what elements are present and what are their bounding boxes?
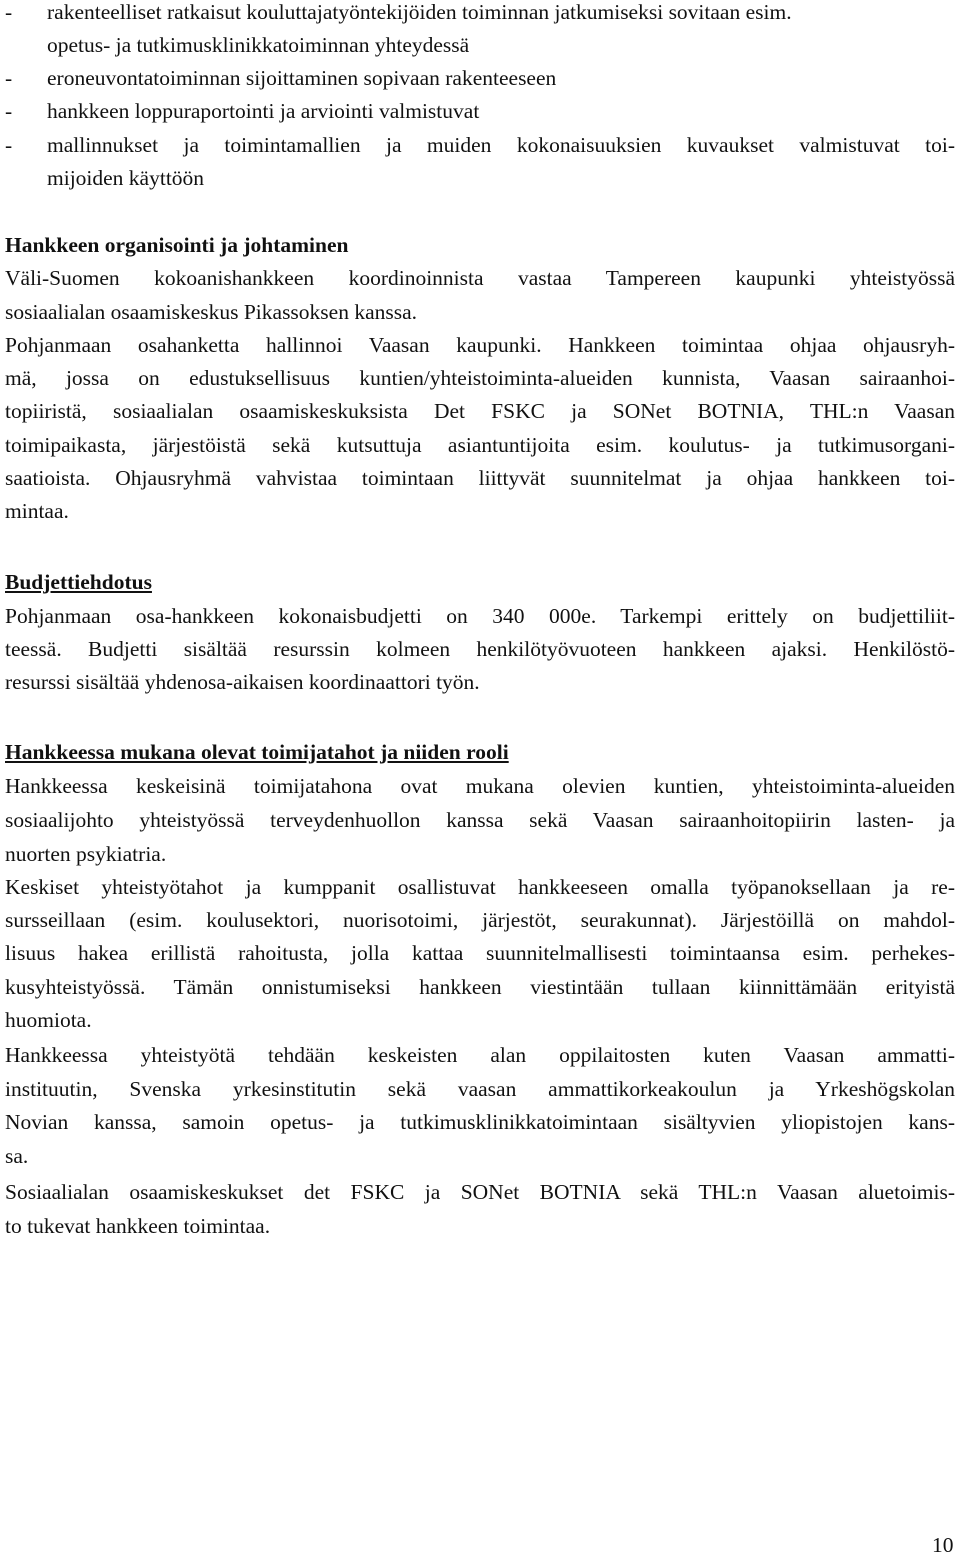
- paragraph-line: nuorten psykiatria.: [5, 842, 167, 866]
- section-heading: Hankkeessa mukana olevat toimijatahot ja niiden rooli: [5, 740, 509, 764]
- paragraph-line: lisuus hakea erillistä rahoitusta, jolla kattaa suunnitelmallisesti toimintaansa esim. perhekes-: [5, 941, 955, 965]
- bullet-dash: -: [5, 133, 13, 157]
- page-number: 10: [932, 1533, 954, 1557]
- paragraph-line: instituutin, Svenska yrkesinstitutin sekä vaasan ammattikorkeakoulun ja Yrkeshögskolan: [5, 1077, 955, 1101]
- paragraph-line: mä, jossa on edustuksellisuus kuntien/yhteistoiminta-alueiden kunnista, Vaasan sairaanhoi-: [5, 366, 955, 390]
- bullet-dash: -: [5, 66, 13, 90]
- paragraph-line: sosiaalijohto yhteistyössä terveydenhuollon kanssa sekä Vaasan sairaanhoitopiirin lasten- ja: [5, 808, 955, 832]
- paragraph-line: Pohjanmaan osa-hankkeen kokonaisbudjetti on 340 000e. Tarkempi erittely on budjettiliit-: [5, 604, 955, 628]
- paragraph-line: toimipaikasta, järjestöistä sekä kutsuttuja asiantuntijoita esim. koulutus- ja tutkimusorgani-: [5, 433, 955, 457]
- bullet-dash: -: [5, 99, 13, 123]
- paragraph-line: sa.: [5, 1144, 29, 1168]
- bullet-dash: -: [5, 0, 13, 24]
- bullet-line: hankkeen loppuraportointi ja arviointi valmistuvat: [47, 99, 480, 123]
- paragraph-line: sursseillaan (esim. koulusektori, nuorisotoimi, järjestöt, seurakunnat). Järjestöillä on mahdol-: [5, 908, 955, 932]
- paragraph-line: teessä. Budjetti sisältää resurssin kolmeen henkilötyövuoteen hankkeen ajaksi. Henkilöstö-: [5, 637, 955, 661]
- bullet-line: mallinnukset ja toimintamallien ja muiden kokonaisuuksien kuvaukset valmistuvat toi-: [47, 133, 955, 157]
- bullet-line: eroneuvontatoiminnan sijoittaminen sopivaan rakenteeseen: [47, 66, 557, 90]
- paragraph-line: Väli-Suomen kokoanishankkeen koordinoinnista vastaa Tampereen kaupunki yhteistyössä: [5, 266, 955, 290]
- paragraph-line: kusyhteistyössä. Tämän onnistumiseksi hankkeen viestintään tullaan kiinnittämään erityistä: [5, 975, 955, 999]
- paragraph-line: Pohjanmaan osahanketta hallinnoi Vaasan kaupunki. Hankkeen toimintaa ohjaa ohjausryh-: [5, 333, 955, 357]
- paragraph-line: Keskiset yhteistyötahot ja kumppanit osallistuvat hankkeeseen omalla työpanoksellaan ja re-: [5, 875, 955, 899]
- paragraph-line: Hankkeessa keskeisinä toimijatahona ovat mukana olevien kuntien, yhteistoiminta-alueiden: [5, 774, 955, 798]
- paragraph-line: resurssi sisältää yhdenosa-aikaisen koordinaattori työn.: [5, 670, 480, 694]
- bullet-line: mijoiden käyttöön: [47, 166, 205, 190]
- paragraph-line: Novian kanssa, samoin opetus- ja tutkimusklinikkatoimintaan sisältyvien yliopistojen kans-: [5, 1110, 955, 1134]
- section-heading: Budjettiehdotus: [5, 570, 152, 594]
- bullet-line: rakenteelliset ratkaisut kouluttajatyöntekijöiden toiminnan jatkumiseksi sovitaan esim.: [47, 0, 792, 24]
- paragraph-line: topiiristä, sosiaalialan osaamiskeskuksista Det FSKC ja SONet BOTNIA, THL:n Vaasan: [5, 399, 955, 423]
- bullet-line: opetus- ja tutkimusklinikkatoiminnan yhteydessä: [47, 33, 470, 57]
- section-heading: Hankkeen organisointi ja johtaminen: [5, 233, 349, 257]
- paragraph-line: Hankkeessa yhteistyötä tehdään keskeisten alan oppilaitosten kuten Vaasan ammatti-: [5, 1043, 955, 1067]
- paragraph-line: mintaa.: [5, 499, 69, 523]
- paragraph-line: to tukevat hankkeen toimintaa.: [5, 1214, 271, 1238]
- paragraph-line: sosiaalialan osaamiskeskus Pikassoksen kanssa.: [5, 300, 418, 324]
- paragraph-line: Sosiaalialan osaamiskeskukset det FSKC ja SONet BOTNIA sekä THL:n Vaasan aluetoimis-: [5, 1180, 955, 1204]
- paragraph-line: saatioista. Ohjausryhmä vahvistaa toimintaan liittyvät suunnitelmat ja ohjaa hankkeen toi-: [5, 466, 955, 490]
- paragraph-line: huomiota.: [5, 1008, 92, 1032]
